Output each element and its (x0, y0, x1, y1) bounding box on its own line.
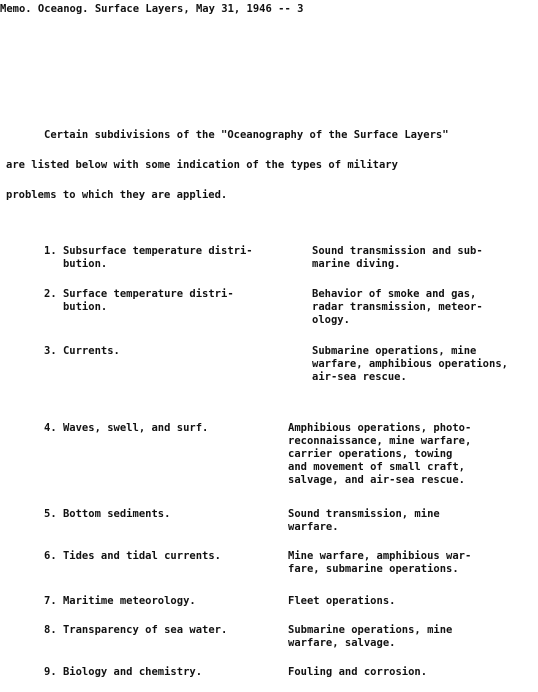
intro-line-3: problems to which they are applied. (6, 189, 228, 201)
list-item-application-7: Fleet operations. (288, 595, 396, 607)
intro-line-2: are listed below with some indication of the types of military (6, 159, 398, 171)
list-item-topic-4: 4. Waves, swell, and surf. (44, 422, 209, 434)
list-item-topic-8: 8. Transparency of sea water. (44, 624, 228, 636)
list-item-topic-6: 6. Tides and tidal currents. (44, 550, 222, 562)
list-item-application-9: Fouling and corrosion. (288, 666, 428, 678)
list-item-topic-7: 7. Maritime meteorology. (44, 595, 196, 607)
list-item-application-3: Submarine operations, mine warfare, amphibious operations, air-sea rescue. (312, 345, 508, 383)
list-item-application-8: Submarine operations, mine warfare, salvage. (288, 624, 453, 649)
list-item-application-4: Amphibious operations, photo- reconnaissance, mine warfare, carrier operations, towing and movement of small craft, salvage, and air-sea rescue. (288, 422, 472, 486)
list-item-topic-3: 3. Currents. (44, 345, 120, 357)
list-item-topic-9: 9. Biology and chemistry. (44, 666, 203, 678)
list-item-topic-1: 1. Subsurface temperature distri- bution. (44, 245, 253, 270)
memo-header: Memo. Oceanog. Surface Layers, May 31, 1946 -- 3 (0, 3, 304, 15)
list-item-topic-5: 5. Bottom sediments. (44, 508, 171, 520)
intro-line-1: Certain subdivisions of the "Oceanography of the Surface Layers" (44, 129, 449, 141)
list-item-topic-2: 2. Surface temperature distri- bution. (44, 288, 234, 313)
list-item-application-6: Mine warfare, amphibious war- fare, submarine operations. (288, 550, 472, 575)
list-item-application-1: Sound transmission and sub- marine diving. (312, 245, 483, 270)
list-item-application-5: Sound transmission, mine warfare. (288, 508, 440, 533)
list-item-application-2: Behavior of smoke and gas, radar transmission, meteor- ology. (312, 288, 483, 326)
